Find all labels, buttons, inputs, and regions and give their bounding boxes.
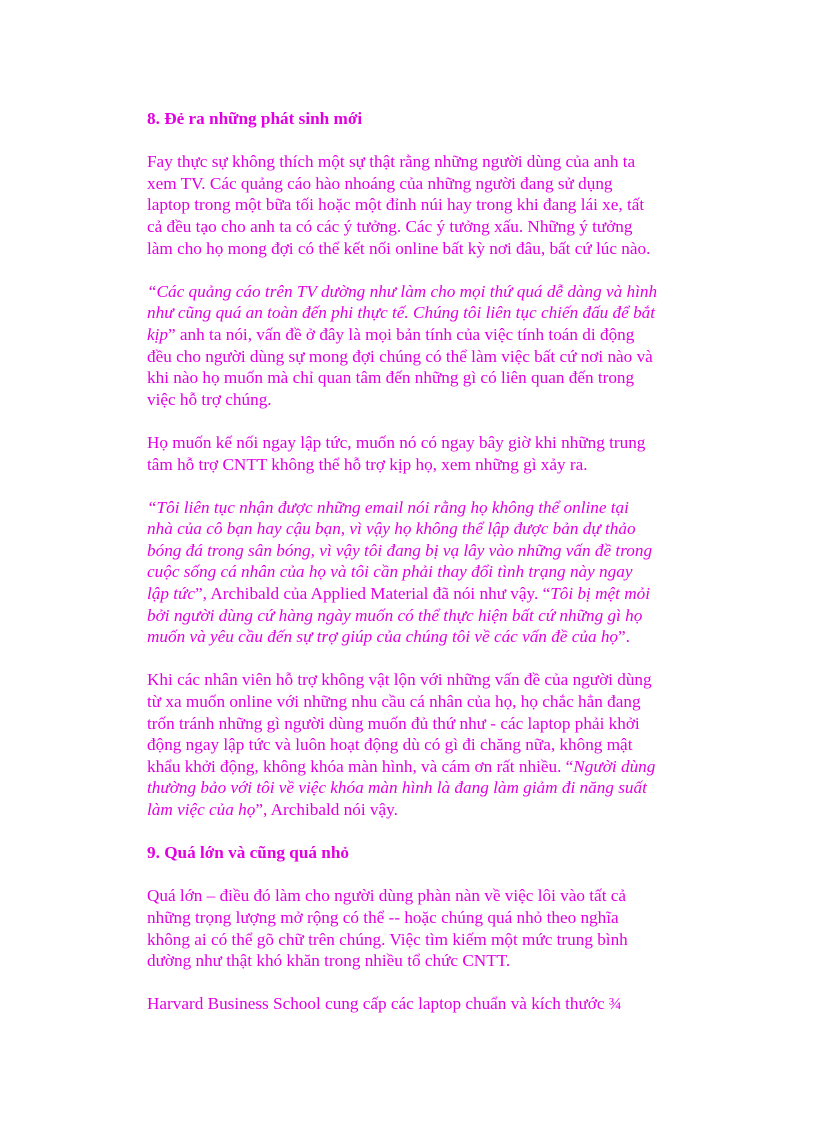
text-line: cả đều tạo cho anh ta có các ý tưởng. Các ý tưởng xấu. Những ý tưởng [147,216,633,236]
quote-line: “Các quảng cáo trên TV dường như làm cho mọi thứ quá dễ dàng và hình [147,281,658,301]
quote-fragment: Tôi bị mệt mỏi [550,584,651,604]
quote-fragment: muốn và yêu cầu đến sự trợ giúp của chúng tôi về các vấn đề của họ [147,627,619,647]
text-line: xem TV. Các quảng cáo hào nhoáng của những người đang sử dụng [147,173,613,193]
text-line: Fay thực sự không thích một sự thật rằng những người dùng của anh ta [147,152,636,172]
text-fragment: ”, Archibald của Applied Material đã nói như vậy. “ [195,584,551,604]
quote-fragment: kịp [147,324,168,344]
text-line [147,583,677,605]
text-fragment: ”. [618,627,630,647]
section-8-paragraph-3 [147,432,677,475]
text-line [147,626,677,648]
text-line: Harvard Business School cung cấp các laptop chuẩn và kích thước ¾ [147,994,622,1014]
section-8-heading: 8. Đẻ ra những phát sinh mới [147,109,363,128]
section-9-paragraph-1 [147,885,677,971]
text-line: Quá lớn – điều đó làm cho người dùng phàn nàn về việc lôi vào tất cả [147,886,627,906]
quote-line: “Tôi liên tục nhận được những email nói rằng họ không thể online tại [147,497,629,517]
text-line: việc hỗ trợ chúng. [147,389,272,409]
text-line [147,799,677,821]
text-fragment: khẩu khởi động, không khóa màn hình, và cám ơn rất nhiều. “ [147,756,574,776]
quote-line: như cũng quá an toàn đến phi thực tế. Chúng tôi liên tục chiến đấu để bắt [147,303,656,323]
quote-line: thường bảo với tôi về việc khóa màn hình là đang làm giảm đi năng suất [147,778,647,798]
quote-line: nhà của cô bạn hay cậu bạn, vì vậy họ không thể lập được bản dự thảo [147,519,636,539]
text-fragment: ” anh ta nói, vấn đề ở đây là mọi bản tính của việc tính toán di động [168,324,635,344]
text-line: trốn tránh những gì người dùng muốn đủ thứ như - các laptop phải khởi [147,713,640,733]
text-line: tâm hỗ trợ CNTT không thể hỗ trợ kịp họ, xem những gì xảy ra. [147,454,588,474]
text-line: laptop trong một bữa tối hoặc một đỉnh núi hay trong khi đang lái xe, tất [147,195,645,215]
text-line: Khi các nhân viên hỗ trợ không vật lộn với những vấn đề của người dùng [147,670,652,690]
text-line: những trọng lượng mở rộng có thể -- hoặc chúng quá nhỏ theo nghĩa [147,907,619,927]
quote-fragment: làm việc của họ [147,800,256,819]
quote-fragment: Người dùng [573,756,656,776]
quote-fragment: lập tức [147,584,196,604]
quote-line: bởi người dùng cứ hàng ngày muốn có thể thực hiện bất cứ những gì họ [147,605,643,625]
section-8-paragraph-1 [147,151,677,259]
text-fragment: ”, Archibald nói vậy. [255,800,398,819]
section-8-paragraph-2-quote [147,281,677,411]
section-8-paragraph-5 [147,669,677,820]
text-line [147,324,677,346]
text-line: đều cho người dùng sự mong đợi chúng có thể làm việc bất cứ nơi nào và [147,346,653,366]
text-line: làm cho họ mong đợi có thể kết nối online bất kỳ nơi đâu, bất cứ lúc nào. [147,238,651,258]
quote-line: cuộc sống cá nhân của họ và tôi cần phải thay đổi tình trạng này ngay [147,562,633,582]
section-8-paragraph-4-quote [147,497,677,648]
text-line: dường như thật khó khăn trong nhiều tổ chức CNTT. [147,951,511,971]
quote-line: bóng đá trong sân bóng, vì vậy tôi đang bị vạ lây vào những vấn đề trong [147,540,653,560]
section-9-heading: 9. Quá lớn và cũng quá nhỏ [147,843,349,863]
text-line: động ngay lập tức và luôn hoạt động dù có gì đi chăng nữa, không mật [147,735,633,755]
text-line: không ai có thể gõ chữ trên chúng. Việc tìm kiếm một mức trung bình [147,929,628,949]
text-line [147,756,677,778]
text-line: khi nào họ muốn mà chỉ quan tâm đến những gì có liên quan đến trong [147,368,635,388]
text-line: từ xa muốn online với những nhu cầu cá nhân của họ, họ chắc hẳn đang [147,692,641,712]
document-page [147,108,677,1037]
text-line: Họ muốn kế nối ngay lập tức, muốn nó có ngay bây giờ khi những trung [147,432,646,452]
section-9-paragraph-2 [147,993,677,1015]
